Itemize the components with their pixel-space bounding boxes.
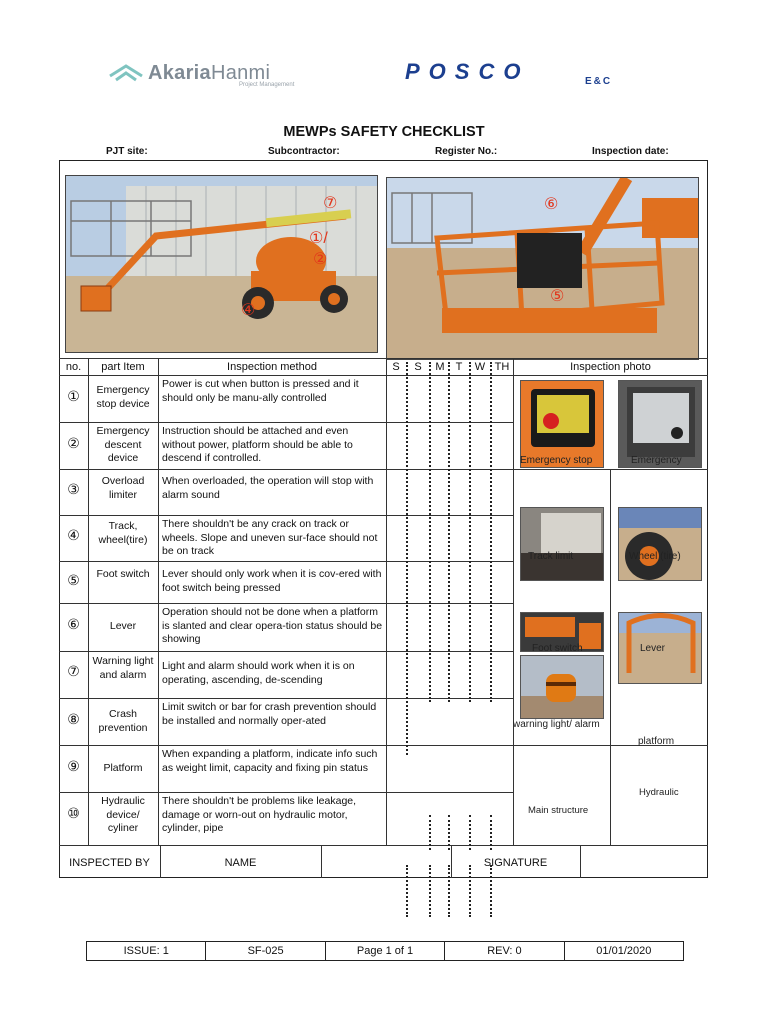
row-8-no: ⑧ [67, 711, 80, 727]
row-5-no: ⑤ [67, 572, 80, 588]
row-2-method: Instruction should be attached and even without power, platform should be able to descend if controlled. [162, 425, 353, 464]
row-3-part: Overload limiter [101, 475, 145, 501]
row-4-method: There shouldn't be any crack on track or wheels. Slope and uneven sur-face should not be on track [162, 518, 378, 557]
name-label: NAME [224, 857, 257, 869]
posco-ec-text: E&C [585, 76, 613, 87]
row-6-part: Lever [109, 620, 137, 632]
row-8-method: Limit switch or bar for crash prevention should be installed and normally oper-ated [162, 701, 377, 727]
row-5-method: Lever should only work when it is cov-ered with foot switch being pressed [162, 568, 382, 594]
mewp-photo-left [65, 175, 378, 353]
track-limit-photo [520, 507, 604, 581]
pjt-site-label: PJT site: [106, 146, 148, 157]
row-9-method: When expanding a platform, indicate info such as weight limit, capacity and fixing pin status [162, 748, 378, 774]
caption-emergency-stop: Emergency stop [520, 455, 593, 466]
logo-bold-text: Akaria [148, 62, 211, 84]
row-7-method: Light and alarm should work when it is on operating, ascending, de-scending [162, 660, 355, 686]
caption-platform: platform [638, 736, 675, 747]
row-3-method: When overloaded, the operation will stop with alarm sound [162, 475, 374, 501]
row-7-part: Warning light and alarm [92, 655, 154, 681]
logo-subtitle: Project Management [239, 82, 295, 88]
row-3-no: ③ [67, 481, 80, 497]
posco-text: POSCO [405, 59, 530, 84]
photo-mark-6: ⑥ [544, 196, 559, 213]
mewp-photo-right [386, 177, 699, 360]
header-day-m: M [435, 361, 445, 373]
caption-track-limit: Track limit [528, 551, 574, 562]
photo-mark-5: ⑤ [550, 288, 565, 305]
row-10-part: Hydraulic device/ cyliner [101, 795, 145, 834]
logo-light-text: Hanmi [210, 62, 271, 84]
header-day-th: TH [494, 361, 510, 373]
header-no: no. [65, 361, 82, 373]
platform-basket-illustration [387, 178, 699, 360]
caption-lever: Lever [640, 643, 666, 654]
photo-mark-4: ④ [241, 302, 256, 319]
row-6-no: ⑥ [67, 616, 80, 632]
header-inspection-method: Inspection method [227, 361, 317, 373]
row-10-method: There shouldn't be problems like leakage, damage or worn-out on hydraulic motor, cylinder, pipe [162, 795, 357, 834]
subcontractor-label: Subcontractor: [268, 146, 340, 157]
row-6-method: Operation should not be done when a platform is slanted and clear opera-tion status should be showing [162, 606, 383, 645]
akaria-hanmi-logo [104, 58, 319, 92]
row-1-part: Emergency stop device [96, 384, 150, 410]
inspection-date-label: Inspection date: [592, 146, 669, 157]
photo-mark-1: ①/ [309, 230, 328, 247]
header-inspection-photo: Inspection photo [570, 361, 651, 373]
row-7-no: ⑦ [67, 663, 80, 679]
wheel-photo [618, 507, 702, 581]
footer-page: Page 1 of 1 [326, 942, 445, 960]
photo-mark-7: ⑦ [323, 195, 338, 212]
header-day-s1: S [392, 361, 400, 373]
caption-emergency: Emergency [631, 455, 682, 466]
header-day-t: T [455, 361, 463, 373]
row-2-part: Emergency descent device [96, 425, 150, 464]
footer-issue: ISSUE: 1 [87, 942, 206, 960]
inspected-by-label: INSPECTED BY [69, 857, 150, 869]
caption-wheel: Wheel (tire) [629, 551, 681, 562]
warning-light-photo [520, 655, 604, 719]
row-9-no: ⑨ [67, 758, 80, 774]
page-title: MEWPs SAFETY CHECKLIST [283, 124, 485, 140]
header-day-w: W [474, 361, 486, 373]
row-10-no: ⑩ [67, 805, 80, 821]
wifi-logo-icon [108, 62, 144, 84]
caption-main-structure: Main structure [528, 805, 589, 816]
caption-hydraulic: Hydraulic [639, 787, 679, 798]
signature-label: SIGNATURE [483, 857, 548, 869]
row-4-part: Track, wheel(tire) [98, 520, 148, 546]
row-5-part: Foot switch [96, 568, 150, 580]
caption-foot-switch: Foot switch [532, 643, 583, 654]
footer-rev: REV: 0 [445, 942, 564, 960]
row-4-no: ④ [67, 527, 80, 543]
posco-logo [405, 59, 655, 92]
register-no-label: Register No.: [435, 146, 498, 157]
row-2-no: ② [67, 435, 80, 451]
photo-mark-2: ② [313, 251, 328, 268]
row-9-part: Platform [103, 762, 143, 774]
footer-form-code: SF-025 [206, 942, 325, 960]
caption-warning-light: warning light/ alarm [513, 719, 600, 730]
footer-date: 01/01/2020 [596, 945, 652, 957]
document-footer [86, 941, 684, 961]
header-day-s2: S [414, 361, 422, 373]
row-1-no: ① [67, 388, 80, 404]
header-part-item: part Item [101, 361, 145, 373]
row-8-part: Crash prevention [98, 708, 148, 734]
row-1-method: Power is cut when button is pressed and it should only be manu-ally controlled [162, 378, 359, 404]
